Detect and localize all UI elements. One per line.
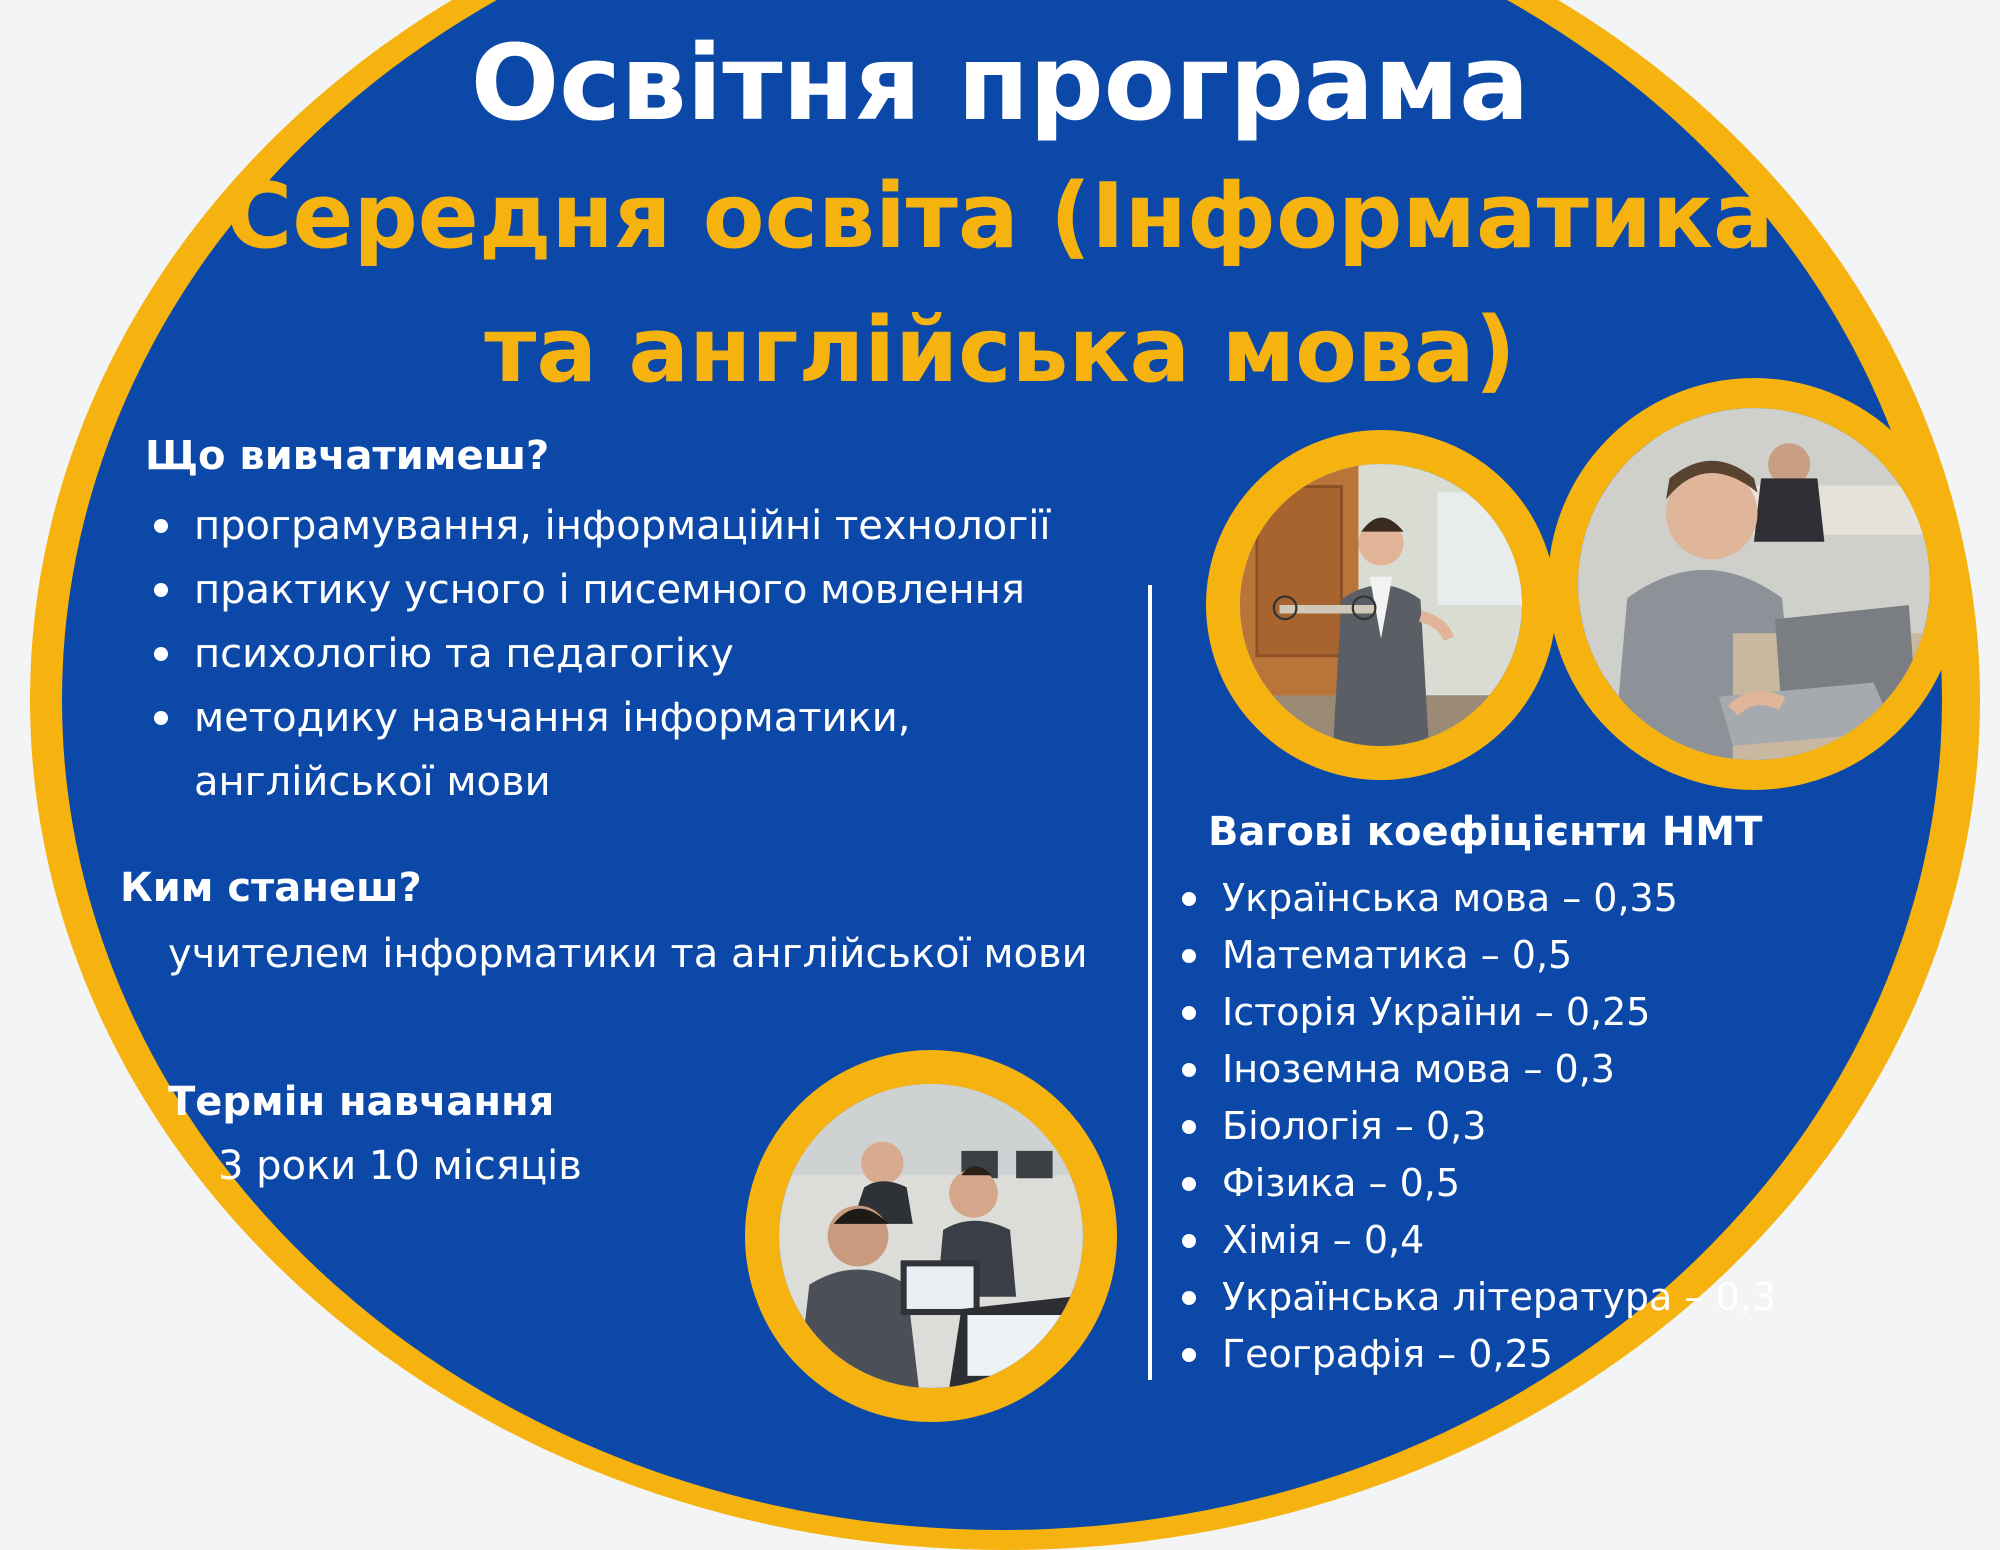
study-heading: Що вивчатимеш?: [145, 433, 550, 479]
list-item: [1180, 870, 1840, 927]
bullet-icon: [154, 711, 168, 725]
photo-student-laptop: [1548, 378, 1960, 790]
bullet-icon: [1182, 1120, 1196, 1134]
list-item: [152, 686, 984, 814]
bullet-icon: [154, 647, 168, 661]
bullet-icon: [1182, 1177, 1196, 1191]
list-item: [152, 494, 1142, 558]
study-item-text: психологію та педагогіку: [194, 631, 734, 677]
photo-computer-class: [745, 1050, 1117, 1422]
list-item: [1180, 984, 1840, 1041]
coefficients-heading: Вагові коефіцієнти НМТ: [1208, 809, 1763, 855]
student-laptop-image: [1578, 408, 1930, 760]
study-item-text: програмування, інформаційні технології: [194, 503, 1051, 549]
photo-lecturer-drone: [1206, 430, 1556, 780]
bullet-icon: [1182, 949, 1196, 963]
list-item: [1180, 1041, 1840, 1098]
coefficient-text: Біологія – 0,3: [1222, 1104, 1487, 1148]
career-text: учителем інформатики та англійської мови: [168, 931, 1088, 977]
coefficient-text: Українська література – 0,3: [1222, 1275, 1776, 1319]
list-item: [1180, 1212, 1840, 1269]
coefficient-text: Іноземна мова – 0,3: [1222, 1047, 1615, 1091]
duration-text: 3 роки 10 місяців: [218, 1143, 582, 1189]
list-item: [1180, 1326, 1840, 1383]
bullet-icon: [154, 519, 168, 533]
computer-class-image: [779, 1084, 1083, 1388]
list-item: [1180, 1098, 1840, 1155]
page-subtitle: Середня освіта (Інформатика та англійська мова): [226, 164, 1774, 403]
bullet-icon: [1182, 1234, 1196, 1248]
bullet-icon: [1182, 1063, 1196, 1077]
coefficient-text: Фізика – 0,5: [1222, 1161, 1461, 1205]
lecturer-drone-image: [1240, 464, 1522, 746]
bullet-icon: [1182, 1348, 1196, 1362]
coefficient-text: Географія – 0,25: [1222, 1332, 1553, 1376]
bullet-icon: [154, 583, 168, 597]
study-list: [152, 494, 1142, 814]
coefficient-text: Хімія – 0,4: [1222, 1218, 1425, 1262]
study-item-text: методику навчання інформатики, англійської мови: [194, 695, 911, 805]
list-item: [1180, 927, 1840, 984]
page-title: Освітня програма: [470, 22, 1530, 144]
column-divider: [1148, 585, 1152, 1380]
list-item: [1180, 1269, 1840, 1326]
study-item-text: практику усного і писемного мовлення: [194, 567, 1025, 613]
bullet-icon: [1182, 1291, 1196, 1305]
duration-heading: Термін навчання: [168, 1079, 555, 1125]
list-item: [152, 558, 1142, 622]
list-item: [152, 622, 1142, 686]
coefficient-text: Українська мова – 0,35: [1222, 876, 1678, 920]
coefficient-text: Історія України – 0,25: [1222, 990, 1651, 1034]
bullet-icon: [1182, 1006, 1196, 1020]
list-item: [1180, 1155, 1840, 1212]
career-heading: Ким станеш?: [120, 865, 422, 911]
bullet-icon: [1182, 892, 1196, 906]
coefficients-list: [1180, 870, 1840, 1383]
coefficient-text: Математика – 0,5: [1222, 933, 1573, 977]
